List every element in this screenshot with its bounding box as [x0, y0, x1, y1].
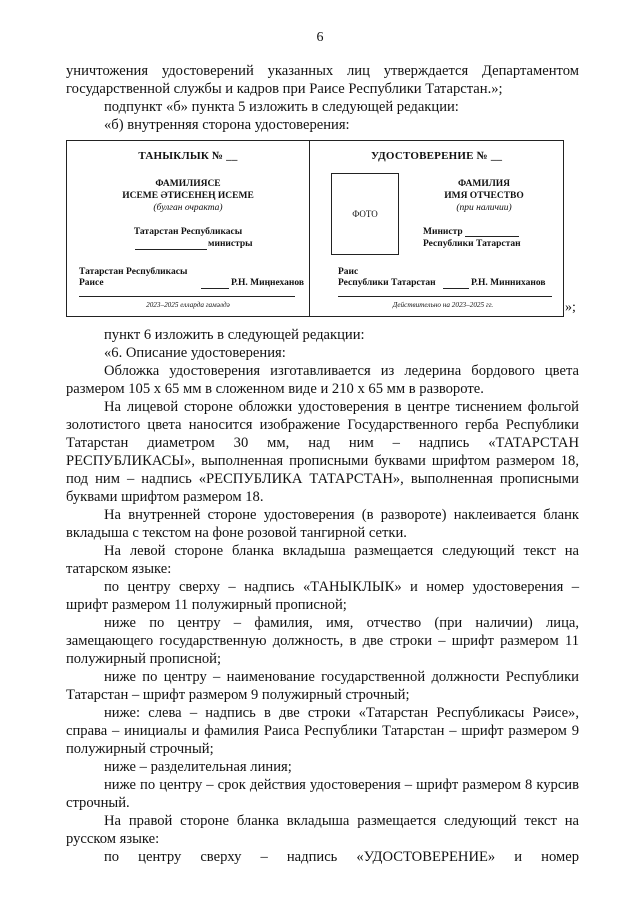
intro-text — [66, 62, 579, 134]
body-paragraph: На лицевой стороне обложки удостоверения в центре тиснением фольгой золотистого цвета наносится изображение Государственного герба Республики Татарстан диаметром 30 мм, над ним – надпись «ТАТАРСТАН РЕСПУБЛИКАСЫ», выполненная прописными буквами шрифтом размером 18, под ним – надпись «РЕСПУБЛИКА ТАТАРСТАН», выполненная прописными буквами шрифтом размером 18. — [66, 399, 579, 505]
left-position-blank-line — [135, 249, 207, 250]
right-heading: УДОСТОВЕРЕНИЕ № __ — [371, 150, 503, 162]
body-paragraph: пункт 6 изложить в следующей редакции: — [104, 327, 365, 343]
left-signer-line-2: Раисе — [79, 278, 104, 288]
body-paragraph: На левой стороне бланка вкладыша размещается следующий текст на татарском языке: — [66, 543, 579, 577]
right-signature-line — [443, 288, 469, 289]
left-validity: 2023–2025 елларда гамәлдә — [146, 301, 230, 309]
right-signer-line-2: Республики Татарстан — [338, 278, 436, 288]
left-heading: ТАНЫКЛЫК № __ — [138, 150, 238, 162]
body-paragraph: На правой стороне бланка вкладыша размещается следующий текст на русском языке: — [66, 813, 579, 847]
right-validity: Действительно на 2023–2025 гг. — [392, 301, 494, 309]
body-paragraph: по центру сверху – надпись «УДОСТОВЕРЕНИЕ» и номер — [104, 849, 579, 865]
intro-paragraph-2: подпункт «б» пункта 5 изложить в следующей редакции: — [104, 99, 459, 115]
intro-paragraph-1: уничтожения удостоверений указанных лиц утверждается Департаментом государственной службы и кадров при Раисе Республики Татарстан.»; — [66, 63, 579, 97]
right-separator-line — [338, 296, 552, 297]
certificate-fold-divider — [309, 141, 310, 316]
intro-paragraph-3: «б) внутренняя сторона удостоверения: — [104, 117, 350, 133]
page-number: 6 — [316, 30, 324, 45]
body-paragraph: ниже: слева – надпись в две строки «Татарстан Республикасы Рәисе», справа – инициалы и фамилия Раиса Республики Татарстан – шрифт размером 9 полужирный строчный; — [66, 705, 579, 757]
left-name-line-1: ФАМИЛИЯСЕ — [155, 179, 221, 189]
left-signer-name: Р.Н. Миңнеханов — [231, 278, 305, 288]
body-text — [66, 326, 579, 866]
right-name-line-1: ФАМИЛИЯ — [457, 179, 511, 189]
body-paragraph: ниже – разделительная линия; — [104, 759, 292, 775]
certificate-inner-side — [66, 140, 564, 317]
right-position-blank-line — [465, 236, 519, 237]
body-paragraph: ниже по центру – срок действия удостоверения – шрифт размером 8 курсив строчный. — [66, 777, 579, 811]
body-paragraph: На внутренней стороне удостоверения (в развороте) наклеивается бланк вкладыша с текстом на фоне розовой тангирной сетки. — [66, 507, 579, 541]
left-position-line-2: министры — [208, 239, 253, 249]
left-signer-line-1: Татарстан Республикасы — [79, 267, 188, 277]
right-signer-line-1: Раис — [338, 267, 359, 277]
quote-close: »; — [565, 300, 576, 315]
body-paragraph: «6. Описание удостоверения: — [104, 345, 286, 361]
body-paragraph: по центру сверху – надпись «ТАНЫКЛЫК» и номер удостоверения – шрифт размером 11 полужирный прописной; — [66, 579, 579, 613]
left-separator-line — [79, 296, 295, 297]
photo-label: ФОТО — [352, 209, 378, 219]
right-signer-name: Р.Н. Минниханов — [471, 278, 546, 288]
body-paragraph: ниже по центру – фамилия, имя, отчество (при наличии) лица, замещающего государственную должность, в две строки – шрифт размером 11 полужирный прописной; — [66, 615, 579, 667]
right-position-line-2: Республики Татарстан — [423, 239, 521, 249]
left-name-line-2: ИСЕМЕ ӘТИСЕНЕҢ ИСЕМЕ — [122, 191, 254, 201]
right-position-line-1: Министр — [423, 227, 463, 237]
left-position-line-1: Татарстан Республикасы — [133, 227, 243, 237]
right-name-note: (при наличии) — [456, 203, 512, 213]
left-name-note: (булган очракта) — [153, 203, 223, 213]
left-signature-line — [201, 288, 229, 289]
photo-placeholder — [331, 173, 399, 255]
right-name-line-2: ИМЯ ОТЧЕСТВО — [444, 191, 524, 201]
body-paragraph: ниже по центру – наименование государственной должности Республики Татарстан – шрифт размером 9 полужирный строчный; — [66, 669, 579, 703]
body-paragraph: Обложка удостоверения изготавливается из ледерина бордового цвета размером 105 х 65 мм в сложенном виде и 210 х 65 мм в развороте. — [66, 363, 579, 397]
